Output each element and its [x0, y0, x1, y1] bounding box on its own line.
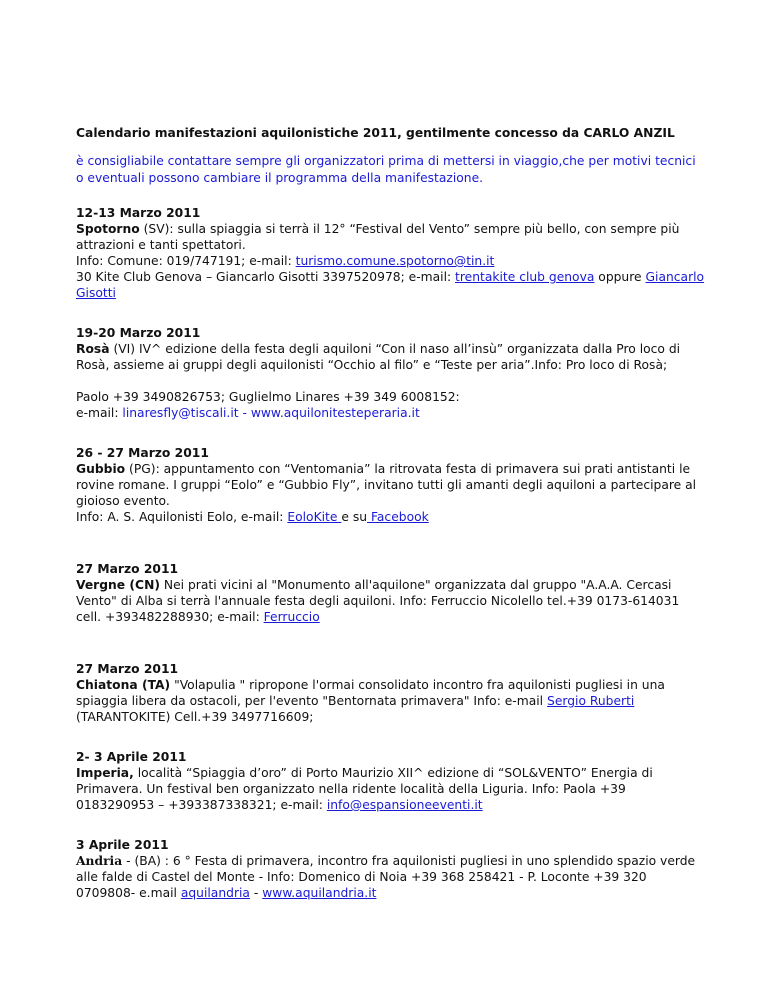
event-info: Info: Comune: 019/747191; e-mail: turismo.comune.spotorno@tin.it [76, 254, 495, 268]
event-info: Info: A. S. Aquilonisti Eolo, e-mail: EoloKite e su Facebook [76, 510, 429, 524]
event-place: Spotorno [76, 222, 140, 236]
event-imperia [76, 749, 706, 813]
event-place: Andria [76, 853, 123, 868]
event-place: Gubbio [76, 462, 126, 476]
email-link[interactable]: info@espansioneeventi.it [326, 798, 483, 812]
event-description: Vergne (CN) Nei prati vicini al "Monumento all'aquilone" organizzata dal gruppo "A.A.A. Cercasi Vento" di Alba si terrà l'annuale festa degli aquiloni. Info: Ferruccio Nicolello tel.+39 0173-614031 cell. +393482288930; e-mail: Ferruccio [76, 578, 680, 624]
person-link[interactable]: Giancarlo Gisotti [76, 270, 705, 300]
event-date: 27 Marzo 2011 [76, 562, 179, 576]
event-description: Gubbio (PG): appuntamento con “Ventomania” la ritrovata festa di primavera sui prati antistanti le rovine romane. I gruppi “Eolo” e “Gubbio Fly”, invitano tutti gli amanti degli aquiloni a partecipare al gioioso evento. [76, 462, 697, 508]
event-email: e-mail: linaresfly@tiscali.it - www.aquilonitesteperaria.it [76, 406, 420, 420]
event-vergne [76, 561, 706, 625]
aquilandria-link[interactable]: aquilandria [180, 886, 250, 900]
travel-notice: è consigliabile contattare sempre gli organizzatori prima di mettersi in viaggio,che per motivi tecnici o eventuali possono cambiare il programma della manifestazione. [76, 154, 696, 185]
event-description: Andria - (BA) : 6 ° Festa di primavera, incontro fra aquilonisti pugliesi in uno splendido spazio verde alle falde di Castel del Monte - Info: Domenico di Noia +39 368 258421 - P. Loconte +39 320 0709808- e.mail aquilandria - www.aquilandria.it [76, 853, 696, 900]
event-spotorno [76, 205, 706, 301]
event-chiatona [76, 661, 706, 725]
facebook-link[interactable]: Facebook [367, 510, 429, 524]
club-link[interactable]: trentakite club genova [455, 270, 595, 284]
event-description: Imperia, località “Spiaggia d’oro” di Porto Maurizio XII^ edizione di “SOL&VENTO” Energia di Primavera. Un festival ben organizzato nella ridente località della Liguria. Info: Paola +39 0183290953 – +393387338321; e-mail: info@espansioneeventi.it [76, 766, 653, 812]
event-description: Chiatona (TA) "Volapulia " ripropone l'ormai consolidato incontro fra aquilonisti pugliesi in una spiaggia libera da ostacoli, per l'evento "Bentornata primavera" Info: e-mail Sergio Ruberti [76, 678, 665, 708]
event-description: Rosà (VI) IV^ edizione della festa degli aquiloni “Con il naso all’insù” organizzata dalla Pro loco di Rosà, assieme ai gruppi degli aquilonisti “Occhio al filo” e “Teste per aria”.Info: Pro loco di Rosà; [76, 342, 681, 372]
event-date: 12-13 Marzo 2011 [76, 206, 201, 220]
email-website-text: linaresfly@tiscali.it - www.aquilonitesteperaria.it [122, 406, 420, 420]
document-page [76, 125, 706, 901]
eolokite-link[interactable]: EoloKite [287, 510, 342, 524]
event-rosa [76, 325, 706, 421]
event-date: 2- 3 Aprile 2011 [76, 750, 187, 764]
event-place: Chiatona (TA) [76, 678, 171, 692]
ferruccio-link[interactable]: Ferruccio [263, 610, 320, 624]
event-place: Vergne (CN) [76, 578, 160, 592]
event-club-contact: 30 Kite Club Genova – Giancarlo Gisotti 3397520978; e-mail: trentakite club genova oppure Giancarlo Gisotti [76, 270, 705, 300]
website-link[interactable]: www.aquilandria.it [262, 886, 377, 900]
event-contacts: Paolo +39 3490826753; Guglielmo Linares +39 349 6008152: [76, 390, 460, 404]
event-place: Imperia, [76, 766, 134, 780]
document-title: Calendario manifestazioni aquilonistiche 2011, gentilmente concesso da CARLO ANZIL [76, 126, 675, 140]
event-date: 27 Marzo 2011 [76, 662, 179, 676]
sergio-ruberti-link[interactable]: Sergio Ruberti [547, 694, 635, 708]
event-date: 3 Aprile 2011 [76, 838, 169, 852]
event-gubbio [76, 445, 706, 525]
event-andria [76, 837, 706, 901]
email-link[interactable]: turismo.comune.spotorno@tin.it [295, 254, 495, 268]
event-date: 26 - 27 Marzo 2011 [76, 446, 209, 460]
event-phone: (TARANTOKITE) Cell.+39 3497716609; [76, 710, 314, 724]
event-date: 19-20 Marzo 2011 [76, 326, 201, 340]
event-place: Rosà [76, 342, 110, 356]
event-description: Spotorno (SV): sulla spiaggia si terrà il 12° “Festival del Vento” sempre più bello, con sempre più attrazioni e tanti spettatori. [76, 222, 680, 252]
